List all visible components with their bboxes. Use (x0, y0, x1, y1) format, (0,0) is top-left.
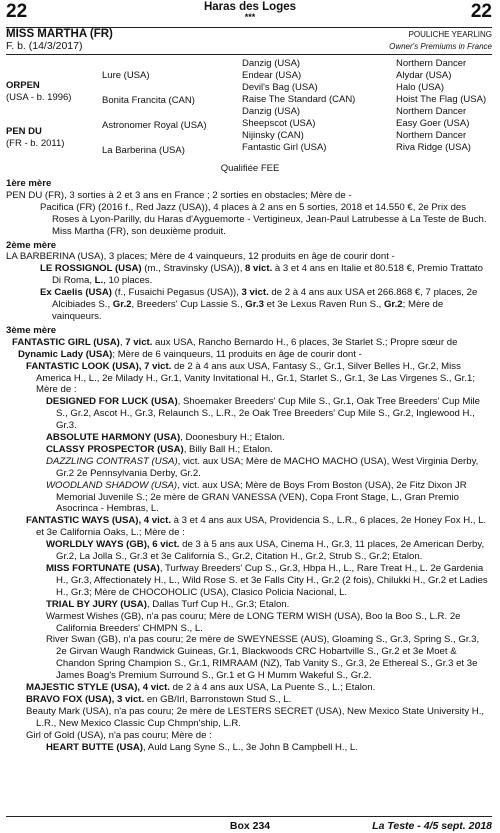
produce-entry: ABSOLUTE HARMONY (USA), Doonesbury H.; Etalon. (46, 432, 285, 444)
pedigree-gen3: Danzig (USA) (242, 58, 301, 69)
pedigree-gen2: Astronomer Royal (USA) (102, 120, 207, 131)
pedigree-gen2: La Barberina (USA) (102, 145, 185, 156)
produce-entry: Warmest Wishes (GB), n'a pas couru; Mère de LONG TERM WISH (USA), Boo la Boo S., L.R. 2e California Breeders' CHMPN S., L. (46, 610, 461, 634)
produce-entry: FANTASTIC LOOK (USA), 7 vict. de 2 à 4 ans aux USA, Fantasy S., Gr.1, Silver Belles H., Gr.2, Miss America H., L., 2e Milady H., Gr.1, Vanity Invitational H., Gr.1, Starlet S., Gr.1, 3e Las Virgenes S., Gr.1; Mère de : (26, 360, 476, 396)
winner-name: Ex Caelis (USA) (40, 287, 112, 299)
pedigree-gen4: Northern Dancer (396, 106, 467, 117)
pedigree-sire-info: (USA - b. 1996) (6, 92, 72, 103)
produce-entry: WORLDLY WAYS (GB), 6 vict. de 3 à 5 ans aux USA, Cinema H., Gr.3, 11 places, 2e American Derby, Gr.2, La Jolla S., Gr.3 et 3e California S., Gr.2, Citation H., Gr.2, Strub S., Gr.2; Etalon. (46, 539, 485, 563)
pedigree-gen4: Riva Ridge (USA) (396, 142, 471, 153)
produce-entry: FANTASTIC WAYS (USA), 4 vict. à 3 et 4 ans aux USA, Providencia S., L.R., 6 places, 2e Honey Fox H., L. et 3e California Oaks, L.; Mère de : (26, 515, 487, 539)
produce-entry: Beauty Mark (USA), n'a pas couru; 2e mère de LESTERS SECRET (USA), New Mexico State University H., L.R., New Mexico Classic Cup Chmpn'ship, L.R. (26, 705, 485, 729)
dam3-summary: FANTASTIC GIRL (USA), 7 vict. aux USA, Rancho Bernardo H., 6 places, 3e Starlet S.; Propre sœur de Dynamic Lady (USA); Mère de 6 vainqueurs, 11 produits en âge de courir dont - (12, 336, 458, 360)
produce-entry: TRIAL BY JURY (USA), Dallas Turf Cup H., Gr.3; Etalon. (46, 598, 290, 610)
pedigree-sire: ORPEN (6, 80, 40, 91)
dam2-produce: Ex Caelis (USA) (f., Fusaichi Pegasus (USA)), 3 vict. de 2 à 4 ans aux USA et 266.868 €, 7 places, 2e Alcibiades S., Gr.2, Breeders' Cup Lassie S., Gr.3 et 3e Lexus Raven Run S., Gr.2; Mère de vainqueurs. (40, 287, 478, 322)
pedigree-dam-info: (FR - b. 2011) (6, 138, 65, 149)
pedigree-gen3: Danzig (USA) (242, 106, 301, 117)
produce-entry: BRAVO FOX (USA), 3 vict. en GB/Irl, Barronstown Stud S., L. (26, 693, 292, 705)
pedigree-gen4: Northern Dancer (396, 58, 467, 69)
pedigree-gen4: Halo (USA) (396, 82, 445, 93)
produce-entry: MAJESTIC STYLE (USA), 4 vict. de 2 à 4 ans aux USA, La Puente S., L.; Etalon. (26, 682, 376, 694)
horse-coat-birth: F. b. (14/3/2017) (6, 40, 83, 52)
pedigree-gen4: Alydar (USA) (396, 70, 452, 81)
lot-number-right: 22 (470, 1, 492, 22)
pedigree-gen3: Nijinsky (CAN) (242, 130, 304, 141)
section-heading-dam1: 1ère mère (6, 178, 52, 189)
pedigree-dam: PEN DU (6, 126, 42, 137)
stud-name: Haras des Loges (203, 1, 297, 13)
produce-entry: River Swan (GB), n'a pas couru; 2e mère de SWEYNESSE (AUS), Gloaming S., Gr.3, Spring S., Gr.3, 2e Girvan Waugh Randwick Guineas, Gr.1, Blackwoods CRC Hobartville S., Gr.2 et 3e Moet & Chandon Spring Champion S., Gr.1, RIMRAAM (NZ), Tab Vanity S., Gr.3, 2e Ethereal S., Gr.3 et 3e James Boag's Premium Surround S., Gr.1 et G H Mumm Wakeful S., Gr.2. (46, 634, 480, 682)
horse-category: POULICHE YEARLING (408, 30, 492, 39)
pedigree-top-rule (6, 54, 492, 55)
page-footer (0, 817, 500, 833)
produce-entry: CLASSY PROSPECTOR (USA), Billy Ball H.; Etalon. (46, 443, 273, 455)
section-heading-dam2: 2ème mère (6, 239, 57, 251)
qualification-note: Qualifiée FEE (220, 163, 280, 174)
pedigree-gen4: Easy Goer (USA) (396, 118, 470, 129)
dam1-produce: Pacifica (FR) (2016 f., Red Jazz (USA)), 4 places à 2 ans en 5 sorties, 2018 et 14.550 €, 2e Prix des Roses à Lyon-Parilly, du Haras d'Ayguemorte - Vertigineux, Jean-Paul Latrubesse à La Teste de Buch. (40, 201, 487, 225)
horse-name: MISS MARTHA (FR) (6, 28, 113, 40)
lot-number-left: 22 (6, 1, 28, 22)
produce-entry: WOODLAND SHADOW (USA), vict. aux USA; Mère de Boys From Boston (USA), 2e Fitz Dixon JR Memorial Juvenile S.; 2e mère de GRAN VANESSA (VEN), Copa Front Stage, L., Gran Premio Asocrinca - Hembras, L. (46, 479, 467, 515)
pedigree-gen4: Hoist The Flag (USA) (396, 94, 487, 105)
pedigree-gen3: Raise The Standard (CAN) (242, 94, 356, 105)
dam1-summary: PEN DU (FR), 3 sorties à 2 et 3 ans en France ; 2 sorties en obstacles; Mère de - (6, 189, 352, 201)
box-number: Box 234 (229, 820, 271, 832)
winner-name: LE ROSSIGNOL (USA) (40, 263, 142, 275)
stud-stars: *** (244, 12, 256, 22)
pedigree-gen2: Bonita Francita (CAN) (102, 95, 195, 106)
sale-place-date: La Teste - 4/5 sept. 2018 (372, 820, 492, 832)
pedigree-gen3: Fantastic Girl (USA) (242, 142, 327, 153)
section-heading-dam3: 3ème mère (6, 324, 57, 336)
dam2-produce: LE ROSSIGNOL (USA) (m., Stravinsky (USA)), 8 vict. à 3 et 4 ans en Italie et 80.518 €, Premio Trattato Di Roma, L., 10 places. (40, 263, 483, 287)
pedigree-gen2: Lure (USA) (102, 70, 150, 81)
dam2-summary: LA BARBERINA (USA), 3 places; Mère de 4 vainqueurs, 12 produits en âge de courir dont - (6, 251, 395, 263)
produce-entry: Girl of Gold (USA), n'a pas couru; Mère de : (26, 729, 212, 741)
pedigree-gen4: Northern Dancer (396, 130, 467, 141)
produce-entry: DESIGNED FOR LUCK (USA), Shoemaker Breeders' Cup Mile S., Gr.1, Oak Tree Breeders' Cup Mile S., Gr.2, Ascot H., Gr.3, Relaunch S., L.R., 2e Oak Tree Breeders' Cup Mile S., Gr.2, Inglewood H., Gr.3. (46, 396, 480, 432)
catalogue-body (6, 176, 492, 754)
pedigree-gen3: Sheepscot (USA) (242, 118, 316, 129)
pedigree-gen3: Endear (USA) (242, 70, 302, 81)
produce-entry: MISS FORTUNATE (USA), Turfway Breeders' Cup S., Gr.3, Hbpa H., L., Rare Treat H., L. 2e Gardenia H., Gr.3, Affectionately H., L., Wild Rose S. et 3e Falls City H., Gr.2 (2 fois), Chilukki H., Gr.2 et Ladies H., Gr.3; Mère de CHOCOHOLIC (USA), Clasico Policia Nacional, L. (46, 563, 488, 598)
produce-entry: HEART BUTTE (USA), Auld Lang Syne S., L., 3e John B Campbell H., L. (46, 741, 358, 753)
pedigree-gen3: Devil's Bag (USA) (242, 82, 318, 93)
dam1-produce: Miss Martha (FR), son deuxième produit. (52, 225, 226, 237)
owner-premiums-note: Owner's Premiums in France (389, 42, 492, 51)
produce-entry: DAZZLING CONTRAST (USA), vict. aux USA; Mère de MACHO MACHO (USA), West Virginia Derby, Gr.2 2e Pennsylvania Derby, Gr.2. (46, 455, 479, 479)
